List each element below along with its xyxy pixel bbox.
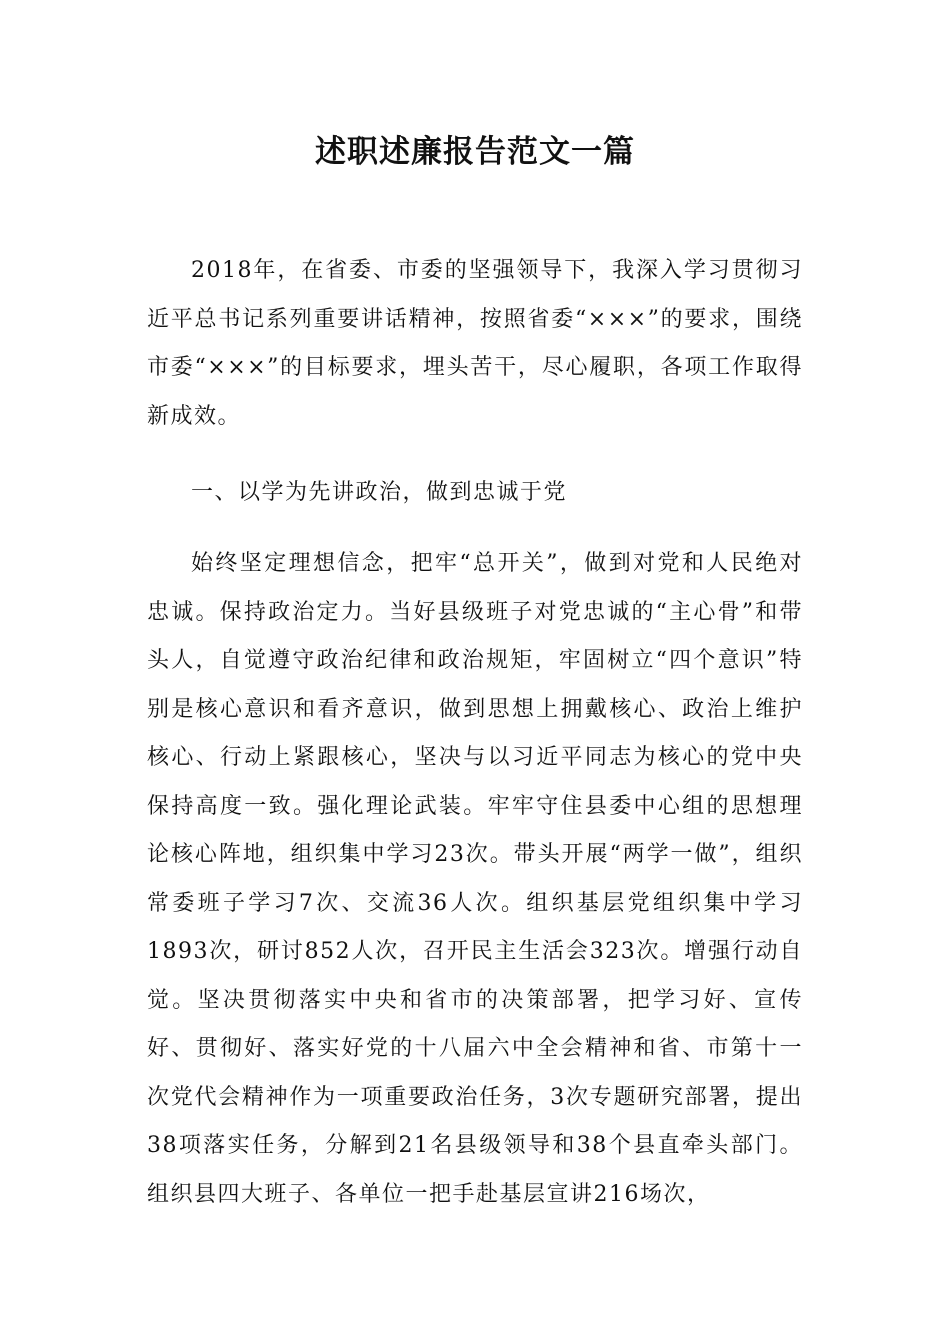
- intro-paragraph: 2018年，在省委、市委的坚强领导下，我深入学习贯彻习近平总书记系列重要讲话精神，按照省委“×××”的要求，围绕市委“×××”的目标要求，埋头苦干，尽心履职，各项工作取得新成效。: [147, 258, 803, 429]
- section-paragraph: 始终坚定理想信念，把牢“总开关”，做到对党和人民绝对忠诚。保持政治定力。当好县级班子对党忠诚的“主心骨”和带头人，自觉遵守政治纪律和政治规矩，牢固树立“四个意识”特别是核心意识和看齐意识，做到思想上拥戴核心、政治上维护核心、行动上紧跟核心，坚决与以习近平同志为核心的党中央保持高度一致。强化理论武装。牢牢守住县委中心组的思想理论核心阵地，组织集中学习23次。带头开展“两学一做”，组织常委班子学习7次、交流36人次。组织基层党组织集中学习1893次，研讨852人次，召开民主生活会323次。增强行动自觉。坚决贯彻落实中央和省市的决策部署，把学习好、宣传好、贯彻好、落实好党的十八届六中全会精神和省、市第十一次党代会精神作为一项重要政治任务，3次专题研究部署，提出38项落实任务，分解到21名县级领导和38个县直牵头部门。组织县四大班子、各单位一把手赴基层宣讲216场次，: [147, 551, 803, 1207]
- document-title: 述职述廉报告范文一篇: [315, 134, 635, 170]
- section-heading: 一、以学为先讲政治，做到忠诚于党: [191, 480, 568, 505]
